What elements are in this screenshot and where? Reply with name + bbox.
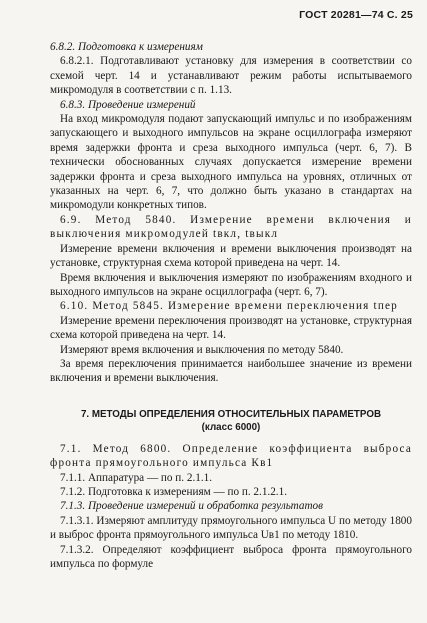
paragraph: 6.8.2.1. Подготавливают установку для измерения в соответствии со схемой черт. 14 и устанавливают режим работы испытываемого микромодуля в соответствии с п. 1.13. bbox=[50, 55, 412, 97]
paragraph: 6.8.2. Подготовка к измерениям bbox=[50, 41, 203, 53]
paragraph: За время переключения принимается наибольшее значение из времени включения и времени выключения. bbox=[50, 357, 412, 385]
paragraph: 7.1.1. Аппаратура — по п. 2.1.1. bbox=[60, 471, 213, 484]
paragraph: 7.1.2. Подготовка к измерениям — по п. 2.1.2.1. bbox=[60, 485, 287, 498]
section-subtitle: (класс 6000) bbox=[201, 421, 261, 433]
page-header: ГОСТ 20281—74 С. 25 bbox=[299, 9, 413, 21]
section-title: 7. МЕТОДЫ ОПРЕДЕЛЕНИЯ ОТНОСИТЕЛЬНЫХ ПАРАМЕТРОВ bbox=[80, 408, 382, 420]
paragraph: 7.1.3.1. Измеряют амплитуду прямоугольного импульса U по методу 1800 и выброс фронта прямоугольного импульса Uв1 по методу 1810. bbox=[50, 514, 412, 542]
paragraph: На вход микромодуля подают запускающий импульс и по изображениям запускающего и выходного импульсов на экране осциллографа измеряют время задержки фронта и среза выходного импульса (черт. 6, 7). В технически обоснованных случаях допускается измерение времени задержки фронта и среза выходного импульса на уровнях, отличных от указанных на черт. 6, 7, что должно быть указано в стандартах на микромодули конкретных типов. bbox=[50, 113, 412, 212]
paragraph: 7.1.3.2. Определяют коэффициент выброса фронта прямоугольного импульса по формуле bbox=[50, 543, 412, 570]
part-6-text bbox=[50, 40, 412, 386]
paragraph: Измерение времени включения и времени выключения производят на установке, структурная схема которой приведена на черт. 14. bbox=[50, 242, 412, 270]
part-7-text bbox=[50, 442, 412, 572]
paragraph: 7.1.3. Проведение измерений и обработка результатов bbox=[60, 500, 323, 513]
page-content bbox=[50, 40, 412, 571]
paragraph: 6.9. Метод 5840. Измерение времени включения и выключения микромодулей tвкл, tвыкл bbox=[50, 213, 412, 241]
paragraph: Измеряют время включения и выключения по методу 5840. bbox=[60, 343, 344, 356]
paragraph: Время включения и выключения измеряют по изображениям входного и выходного импульсов на экране осциллографа (черт. 6, 7). bbox=[50, 271, 412, 298]
paragraph: 6.10. Метод 5845. Измерение времени переключения tпер bbox=[60, 300, 398, 313]
paragraph: 6.8.3. Проведение измерений bbox=[60, 98, 196, 111]
paragraph: Измерение времени переключения производят на установке, структурная схема которой приведена на черт. 14. bbox=[50, 314, 412, 342]
paragraph: 7.1. Метод 6800. Определение коэффициента выброса фронта прямоугольного импульса Кв1 bbox=[50, 442, 412, 470]
